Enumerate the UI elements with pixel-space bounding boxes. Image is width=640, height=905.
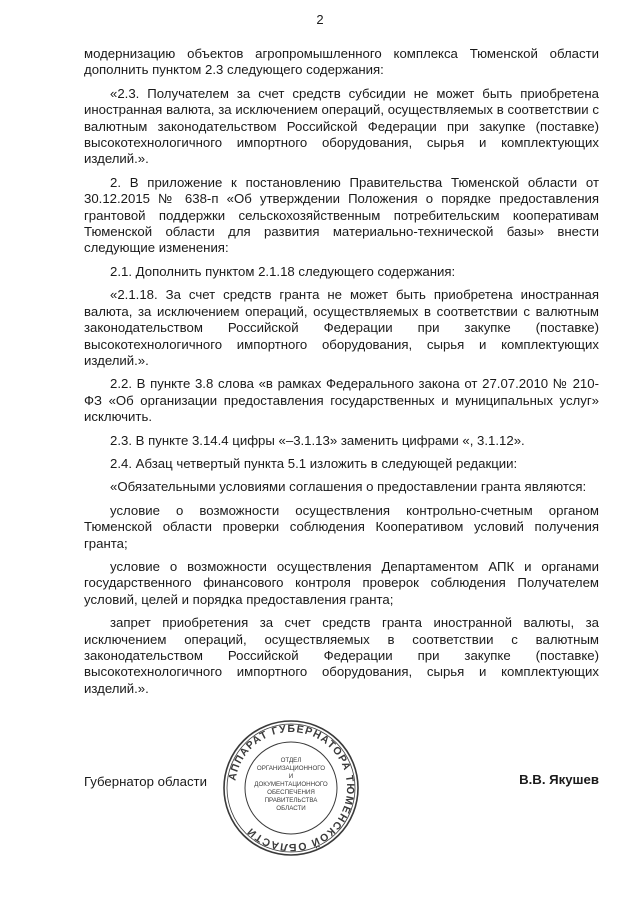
paragraph: 2.4. Абзац четвертый пункта 5.1 изложить в следующей редакции: bbox=[110, 455, 518, 471]
stamp-line: ОРГАНИЗАЦИОННОГО bbox=[256, 765, 326, 772]
stamp-line: ОТДЕЛ bbox=[280, 757, 302, 764]
stamp-line: И bbox=[288, 773, 294, 780]
stamp-line: ОБЕСПЕЧЕНИЯ bbox=[267, 789, 315, 796]
paragraph: модернизацию объектов агропромышленного комплекса Тюменской области дополнить пунктом 2.3 следующего содержания: bbox=[84, 46, 599, 78]
paragraph: «2.3. Получателем за счет средств субсидии не может быть приобретена иностранная валюта, за исключением операций, осуществляемых в соответствии с валютным законодательством Российской Федерации при закупке (поставке) высокотехнологичного импортного оборудования, сырья и комплектующих изделий.». bbox=[84, 85, 599, 167]
signature-block bbox=[84, 722, 599, 882]
official-stamp bbox=[221, 718, 361, 858]
paragraph: 2.2. В пункте 3.8 слова «в рамках Федерального закона от 27.07.2010 № 210-ФЗ «Об организации предоставления государственных и муниципальных услуг» исключить. bbox=[84, 376, 599, 425]
paragraph: 2. В приложение к постановлению Правительства Тюменской области от 30.12.2015 № 638-п «Об утверждении Положения о порядке предоставления грантовой поддержки сельскохозяйственным потребительским кооперативам Тюменской области для развития материально-технической базы» внести следующие изменения: bbox=[84, 174, 599, 256]
stamp-outer-text: АППАРАТ ГУБЕРНАТОРА ТЮМЕНСКОЙ ОБЛАСТИ bbox=[226, 722, 357, 854]
paragraph: условие о возможности осуществления контрольно-счетным органом Тюменской области проверки соблюдения Кооперативом условий получения гранта; bbox=[84, 502, 599, 551]
paragraph: «2.1.18. За счет средств гранта не может быть приобретена иностранная валюта, за исключением операций, осуществляемых в соответствии с валютным законодательством Российской Федерации при закупке (поставке) высокотехнологичного импортного оборудования, сырья и комплектующих изделий.». bbox=[84, 287, 599, 368]
paragraph: условие о возможности осуществления Департаментом АПК и органами государственного финансового контроля проверок соблюдения Получателем условий, целей и порядка предоставления гранта; bbox=[84, 558, 599, 607]
stamp-line: ОБЛАСТИ bbox=[276, 805, 306, 812]
document-body bbox=[84, 46, 599, 704]
page-number: 2 bbox=[316, 12, 324, 27]
paragraph: «Обязательными условиями соглашения о предоставлении гранта являются: bbox=[110, 479, 587, 495]
signatory-title: Губернатор области bbox=[84, 774, 207, 789]
paragraph: 2.3. В пункте 3.14.4 цифры «–3.1.13» заменить цифрами «, 3.1.12». bbox=[110, 432, 525, 448]
stamp-line: ПРАВИТЕЛЬСТВА bbox=[264, 797, 318, 804]
paragraph: 2.1. Дополнить пунктом 2.1.18 следующего содержания: bbox=[110, 263, 456, 279]
signatory-name: В.В. Якушев bbox=[519, 772, 599, 787]
paragraph: запрет приобретения за счет средств гранта иностранной валюты, за исключением операций, осуществляемых в соответствии с валютным законодательством Российской Федерации при закупке (поставке) высокотехнологичного импортного оборудования, сырья и комплектующих изделий.». bbox=[84, 615, 599, 696]
stamp-line: ДОКУМЕНТАЦИОННОГО bbox=[254, 781, 328, 788]
